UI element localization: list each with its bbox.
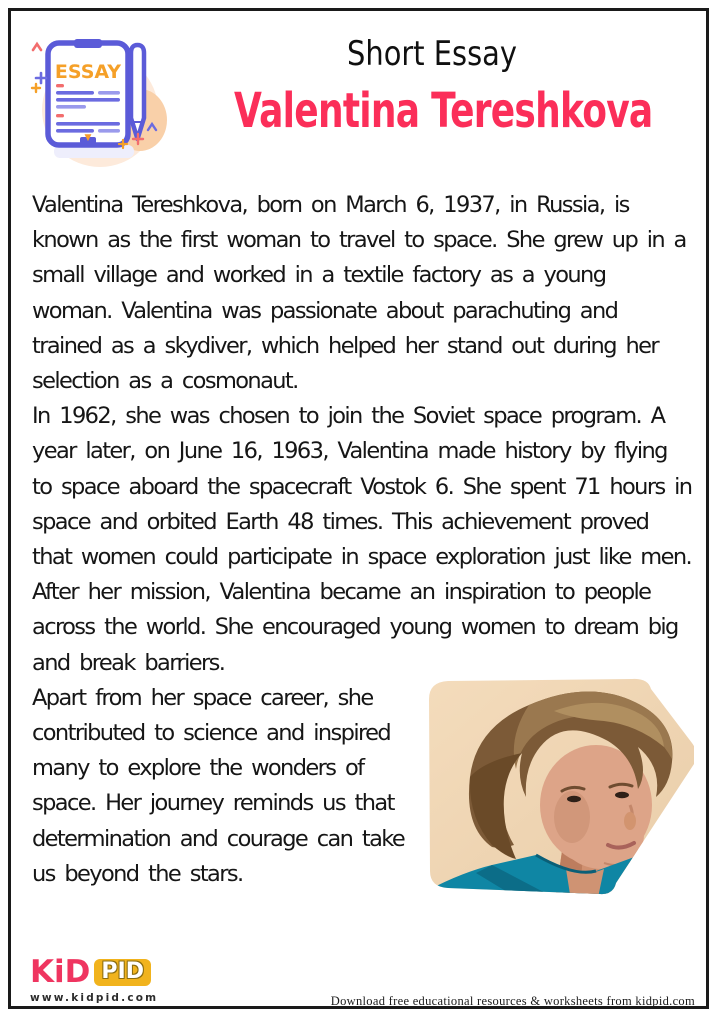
sparkle-plus-icon [36,73,46,83]
website-url: www.kidpid.com [30,992,159,1004]
essay-paragraph-1: Valentina Tereshkova, born on March 6, 1937, in Russia, is known as the first woman to travel to space. She grew up in a small village and worked in a textile factory as a young woman. Valentina was passionate about parachuting and trained as a skydiver, which helped her stand out during her selection as a cosmonaut. [32,192,686,395]
sparkle-caret-icon [33,44,41,50]
kidpid-logo [30,954,159,1004]
essay-icon-label: ESSAY [54,61,122,83]
logo-pid-badge: PID [94,959,151,986]
essay-paragraph-3: After her mission, Valentina became an inspiration to people across the world. She encouraged young women to dream big and break barriers. [32,579,678,676]
heart-icon: ▼ [84,133,92,143]
footer-note: Download free educational resources & worksheets from kidpid.com [330,994,695,1008]
tereshkova-portrait-photo [424,677,694,907]
sparkle-plus-icon [32,84,40,92]
page-kicker: Short Essay [347,34,517,74]
essay-body [32,188,694,911]
page-title: Valentina Tereshkova [234,83,653,139]
essay-paragraph-2: In 1962, she was chosen to join the Soviet space program. A year later, on June 16, 1963, Valentina made history by flying to space aboard the spacecraft Vostok 6. She spent 71 hours in space and orbited Earth 48 times. This achievement proved that women could participate in space exploration just like men. [32,403,692,571]
essay-paragraph-4: Apart from her space career, she contributed to science and inspired many to explore the wonders of space. Her journey reminds us that determination and courage can take us beyond the stars. [32,684,405,887]
logo-kid-text: KiD [30,954,91,990]
header [168,34,696,139]
